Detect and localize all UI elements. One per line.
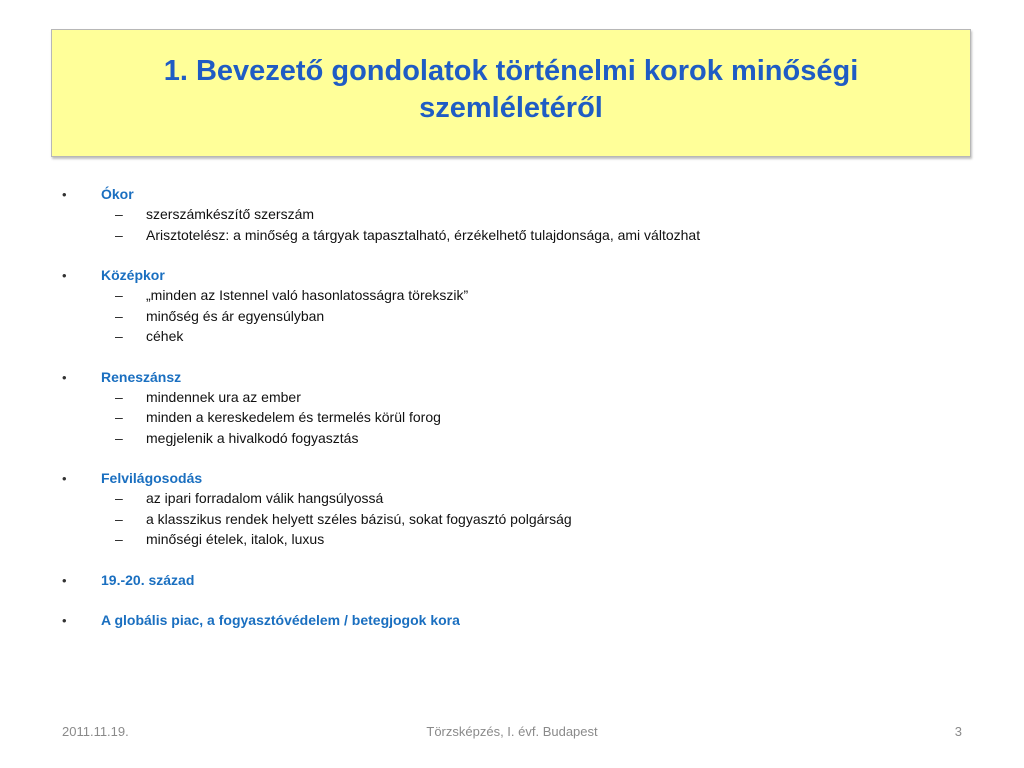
section-heading: Reneszánsz xyxy=(101,368,182,385)
list-item-text: a klasszikus rendek helyett széles bázisú, sokat fogyasztó polgárság xyxy=(146,510,572,527)
list-item xyxy=(62,509,962,530)
list-item xyxy=(62,387,962,408)
section xyxy=(62,265,962,347)
list-item-text: megjelenik a hivalkodó fogyasztás xyxy=(146,429,359,446)
bullet-icon: • xyxy=(62,369,67,385)
section-heading-row xyxy=(62,367,962,387)
content-list xyxy=(62,184,962,650)
dash-icon: – xyxy=(115,531,123,547)
section-heading: Középkor xyxy=(101,267,165,283)
section-heading-row xyxy=(62,184,962,204)
list-item-text: szerszámkészítő szerszám xyxy=(146,206,315,222)
title-box xyxy=(51,29,971,157)
dash-icon: – xyxy=(115,328,123,344)
dash-icon: – xyxy=(115,510,123,527)
section-heading-row xyxy=(62,610,962,630)
section xyxy=(62,367,962,449)
dash-icon: – xyxy=(115,287,123,303)
list-item-text: minden a kereskedelem és termelés körül forog xyxy=(146,409,441,425)
footer-title: Törzsképzés, I. évf. Budapest xyxy=(426,724,598,739)
dash-icon: – xyxy=(115,226,123,243)
bullet-icon: • xyxy=(62,268,67,283)
footer-date: 2011.11.19. xyxy=(62,724,129,739)
section xyxy=(62,610,962,630)
section-heading-row xyxy=(62,265,962,285)
dash-icon: – xyxy=(115,429,123,446)
section-heading: A globális piac, a fogyasztóvédelem / betegjogok kora xyxy=(101,611,460,628)
list-item xyxy=(62,225,962,246)
list-item xyxy=(62,306,962,327)
list-item xyxy=(62,285,962,306)
section xyxy=(62,184,962,245)
list-item-text: mindennek ura az ember xyxy=(146,388,301,405)
section-heading: Ókor xyxy=(101,186,134,202)
list-item xyxy=(62,428,962,449)
list-item-text: minőségi ételek, italok, luxus xyxy=(146,531,325,547)
section-heading: 19.-20. század xyxy=(101,571,195,588)
dash-icon: – xyxy=(115,388,123,405)
dash-icon: – xyxy=(115,307,123,324)
dash-icon: – xyxy=(115,409,123,425)
bullet-icon: • xyxy=(62,572,67,588)
slide-title: 1. Bevezető gondolatok történelmi korok minőségi szemléletéről xyxy=(163,55,859,124)
list-item xyxy=(62,529,962,550)
list-item-text: Arisztotelész: a minőség a tárgyak tapasztalható, érzékelhető tulajdonsága, ami változhat xyxy=(146,226,701,243)
section-heading-row xyxy=(62,570,962,590)
list-item xyxy=(62,204,962,225)
list-item-text: minőség és ár egyensúlyban xyxy=(146,307,325,324)
list-item-text: „minden az Istennel való hasonlatosságra törekszik” xyxy=(146,287,469,303)
list-item-text: az ipari forradalom válik hangsúlyossá xyxy=(146,490,384,506)
bullet-icon: • xyxy=(62,187,67,202)
section-heading-row xyxy=(62,468,962,488)
bullet-icon: • xyxy=(62,471,67,486)
bullet-icon: • xyxy=(62,612,67,628)
dash-icon: – xyxy=(115,206,123,222)
list-item xyxy=(62,326,962,347)
section xyxy=(62,570,962,590)
section xyxy=(62,468,962,550)
page-number: 3 xyxy=(954,724,962,739)
list-item-text: céhek xyxy=(146,328,184,344)
dash-icon: – xyxy=(115,490,123,506)
list-item xyxy=(62,407,962,428)
list-item xyxy=(62,488,962,509)
section-heading: Felvilágosodás xyxy=(101,470,203,486)
